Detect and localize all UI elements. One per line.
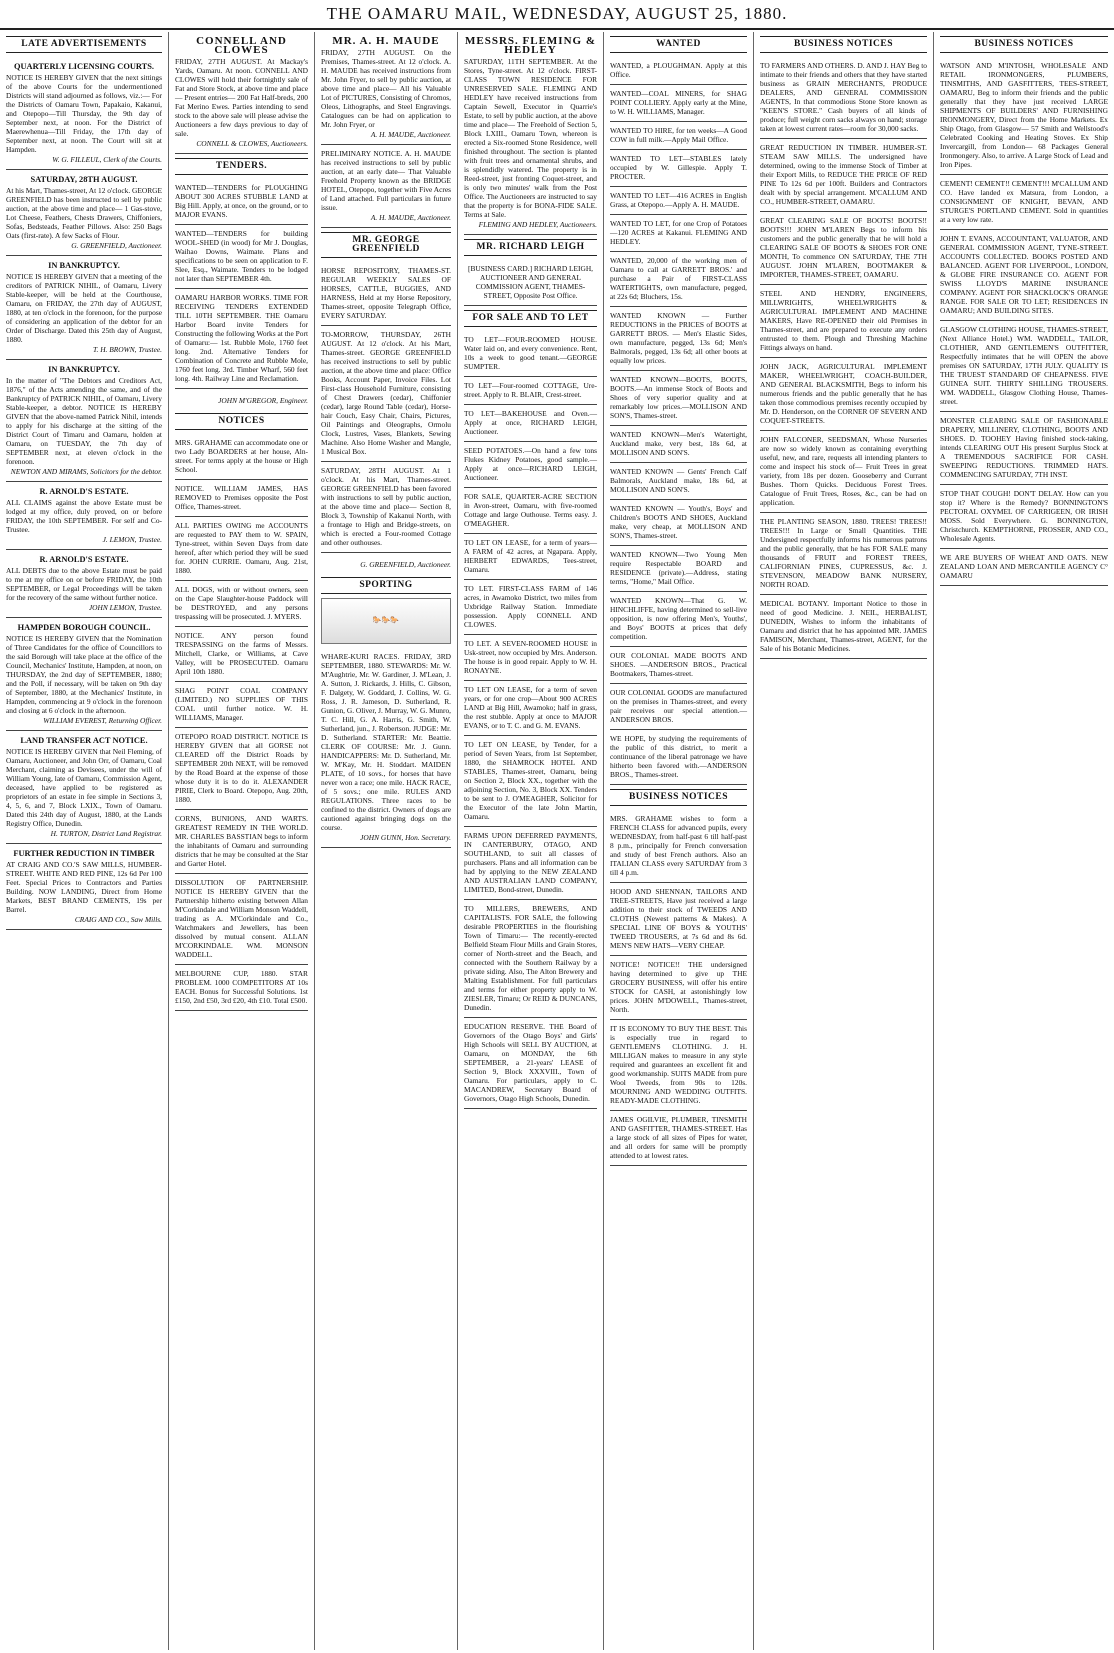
- advertisement: [610, 371, 747, 426]
- business-list: [940, 57, 1108, 586]
- business-card: [464, 260, 597, 306]
- ad-text: NOTICE IS HEREBY GIVEN that the next sittings of the above Courts for the undermentioned Districts will stand adjourned as follows, viz.:— For the Districts of Oamaru Town, Papakaio, Kakanui, and Otepopo—Till Thursday, the 9th day of September next, at noon. For the District of Maerewhenua—Till Friday, the 17th day of September next, at noon. The Court will sit at Hampden.: [6, 73, 162, 154]
- section-heading: FOR SALE AND TO LET: [464, 310, 597, 327]
- advertisement: [610, 252, 747, 307]
- ad-text: GLASGOW CLOTHING HOUSE, THAMES-STREET, (Next Alliance Hotel.) WM. WADDELL, TAILOR, CLOTHIER, AND GENTLEMEN'S OUTFITTER, Respectfully intimates that he will OPEN the above premises ON SATURDAY, 17TH JULY. QUALITY IS THE TRUEST STANDARD OF CHEAPNESS. FIVE GUINEA SUIT. THIRTY SHILLING TROUSERS. WM. WADDELL, Glasgow Clothing House, Thames-street.: [940, 325, 1108, 406]
- ad-title: MESSRS. FLEMING & HEDLEY: [465, 35, 596, 56]
- ad-text: TO LET—BAKEHOUSE and Oven.—Apply at once, RICHARD LEIGH, Auctioneer.: [464, 409, 597, 436]
- section-heading: NOTICES: [175, 413, 308, 430]
- advertisement: [940, 175, 1108, 230]
- ad-text: NOTICE IS HEREBY GIVEN that Neil Fleming, of Oamaru, Auctioneer, and John Orr, of Oamaru, Coal Merchant, claiming as Devisees, under the will of William Young, late of Oamaru, Commission Agent, deceased, have applied to be registered as proprietors of an estate in fee simple in Sections 3, 4, 5, 6, and 7, Block LXIX., Town of Oamaru. Dated this 24th day of August, 1880, at the Lands Registry Office, Dunedin.: [6, 747, 162, 828]
- advertisement: [175, 179, 308, 225]
- ad-signature: J. LEMON, Trustee.: [102, 535, 162, 544]
- advertisement: [321, 326, 451, 462]
- ad-text: TO LET. FIRST-CLASS FARM of 146 acres, in Awamoko District, two miles from Uxbridge Railway Station. Immediate possession. Apply CONNELL AND CLOWES.: [464, 584, 597, 629]
- column-7: [934, 32, 1114, 1650]
- ad-signature: CONNELL & CLOWES, Auctioneers.: [196, 139, 308, 148]
- ad-text: ALL CLAIMS against the above Estate must be lodged at my office, duly proved, on or before FRIDAY, the 10th SEPTEMBER. For self and Co-Trustee.: [6, 498, 162, 534]
- advertisement: [760, 513, 927, 595]
- ad-text: CORNS, BUNIONS, AND WARTS. GREATEST REMEDY IN THE WORLD. MR. CHARLES BASSTIAN begs to inform the inhabitants of Oamaru and surrounding districts that he may be consulted at the Star and Garter Hotel.: [175, 813, 308, 868]
- ad-text: WANTED TO HIRE, for ten weeks—A Good COW in full milk.—Apply Mail Office.: [610, 126, 747, 144]
- ad-text: TO LET—FOUR-ROOMED HOUSE. Water laid on, and every convenience. Rent, 10s a week to good tenant.—GEORGE SUMPTER.: [464, 335, 597, 371]
- ad-text: WE ARE BUYERS OF WHEAT AND OATS. NEW ZEALAND LOAN AND MERCANTILE AGENCY C° OAMARU: [940, 553, 1108, 580]
- advertisement: [464, 580, 597, 635]
- advertisement: [760, 595, 927, 659]
- advertisement: [175, 627, 308, 682]
- advertisement: [6, 550, 162, 618]
- advertisement: [464, 534, 597, 580]
- ad-text: WANTED KNOWN — Youth's, Boys' and Children's BOOTS AND SHOES, Auckland make, very cheap, at MOLLISON AND SON'S, Thames-street.: [610, 504, 747, 540]
- advertisement: [940, 549, 1108, 586]
- ad-text: SHAG POINT COAL COMPANY (LIMITED.) NO SUPPLIES OF THIS COAL until further notice. W. H. WILLIAMS, Manager.: [175, 685, 308, 722]
- advertisement: [610, 883, 747, 956]
- advertisement: [6, 170, 162, 256]
- advertisement: [610, 500, 747, 546]
- ad-signature: JOHN GUNN, Hon. Secretary.: [360, 832, 451, 842]
- ad-text: WATSON AND M'INTOSH, WHOLESALE AND RETAIL IRONMONGERS, PLUMBERS, TINSMITHS, AND GASFITTERS, TEES-STREET, OAMARU, Beg to inform their friends and the public generally that they have just received LARGE SHIPMENTS OF BUILDERS' AND FURNISHING IRONMONGERY, Direct from the Home Markets. Ex Ship Otago, from Glasgow— 57 Smith and Wellstood's Celebrated Cooking and Heating Stoves. Ex Ship Invercargill, from London— 68 Packages General Ironmongery. Also, to arrive. A Large Stock of Lead and Iron Pipes.: [940, 61, 1108, 169]
- ad-signature: CRAIG AND CO., Saw Mills.: [74, 915, 162, 924]
- ad-text: ALL PARTIES OWING me ACCOUNTS are requested to PAY them to W. SPAIN, Tyne-street, within Seven Days from date hereof, after which period they will be sued for. JOHN CURRIE. Oamaru, Aug. 21st, 1880.: [175, 520, 308, 575]
- ad-signature: G. GREENFIELD, Auctioneer.: [71, 241, 162, 250]
- ad-text: HORSE REPOSITORY, THAMES-ST. REGULAR WEEKLY SALES OF HORSES, CATTLE, BUGGIES, AND HARNESS, Held at my Horse Repository, Thames-street, opposite Telegraph Office, EVERY SATURDAY.: [321, 266, 451, 320]
- section-heading: BUSINESS NOTICES: [940, 36, 1108, 53]
- advertisement: [610, 187, 747, 215]
- ad-title: IN BANKRUPTCY.: [48, 261, 120, 270]
- section-heading: TENDERS.: [175, 158, 308, 175]
- column-1: [0, 32, 169, 1650]
- column-6: [754, 32, 934, 1650]
- ad-text: TO LET ON LEASE, for a term of years— A FARM of 42 acres, at Ngapara. Apply, HERBERT EDWARDS, Tees-street, Oamaru.: [464, 538, 597, 574]
- ad-text: TO FARMERS AND OTHERS. D. AND J. HAY Beg to intimate to their friends and others that they have started business as GRAIN MERCHANTS, PRODUCE DEALERS, AND GENERAL COMMISSION AGENTS, In that commodious Stone Store known as "KEEN'S STORE." Cash buyers of all kinds of produce; full weight corn sacks always on hand; storage taken at lowest current rates—room for 30,000 sacks.: [760, 61, 927, 133]
- ad-title: R. ARNOLD'S ESTATE.: [39, 487, 129, 496]
- ad-title: CONNELL AND CLOWES: [196, 35, 287, 56]
- advertisement: [464, 681, 597, 736]
- ad-signature: JOHN LEMON, Trustee.: [88, 603, 162, 612]
- ad-text: WANTED KNOWN — Gents' French Calf Balmorals, Auckland make, 18s 6d, at MOLLISON AND SON'S.: [610, 467, 747, 494]
- ad-text: TO LET ON LEASE, for a term of seven years, or for one crop—About 900 ACRES LAND at Big Hill, Awamoko; half in grass, the rest stubble. Apply at once to MAJOR EVANS, or to T. C. and G. M. EVANS.: [464, 685, 597, 730]
- for-sale-list: [464, 331, 597, 1109]
- ad-text: MEDICAL BOTANY. Important Notice to those in need of good Medicine. J. NEIL, HERBALIST, DUNEDIN, Wishes to inform the inhabitants of Oamaru and district that he has appointed MR. JAMES FAMISON, Merchant, Thames-street, AGENT, for the Sale of his Botanic Medicines.: [760, 599, 927, 653]
- advertisement: [610, 426, 747, 463]
- ad-text: WHARE-KURI RACES. FRIDAY, 3RD SEPTEMBER, 1880. STEWARDS: Mr. W. M'Aughtrie, Mr. W. Gardiner, J. M'Lean, J. A. Sutton, J. Rickards, J. Hills, C. Gibson, F. Dalgety, W. Goddard, J. Collins, W. G. Ross, J. R. Jameson, D. Sutherland, R. Gunion, G. Oliver, J. Murray, W. G. Munro, T. C. Hill, G. A. Harris, G. Smith, W. Sutherland, jun., J. Robertson. JUDGE: Mr. D. Sutherland. STARTER: Mr. Beattie. CLERK OF COURSE: Mr. J. Gunn. HANDICAPPERS: Mr. D. Sutherland, Mr. W. M'Kay, Mr. H. Stoddart. MAIDEN PLATE, of 10 sovs., for horses that have never won a race; one mile. HACK RACE, of 5 sovs.; one mile. RULES AND REGULATIONS. Three races to be confined to the district. Owners of dogs are cautioned against bringing dogs on the course.: [321, 651, 451, 832]
- wanted-list: [610, 57, 747, 785]
- ad-title: MR. A. H. MAUDE: [332, 35, 440, 47]
- ad-text: TO LET—Four-roomed COTTAGE, Ure-street. Apply to R. BLAIR, Crest-street.: [464, 381, 597, 399]
- advertisement: [321, 462, 451, 553]
- ad-text: MRS. GRAHAME wishes to form a FRENCH CLASS for advanced pupils, every WEDNESDAY, from half-past 6 till half-past 8 p.m., principally for French conversation and study of best French authors. Also an ITALIAN CLASS every SATURDAY from 3 till 4 p.m.: [610, 814, 747, 877]
- advertisement: [610, 1020, 747, 1111]
- ad-signature: W. G. FILLEUL, Clerk of the Courts.: [52, 155, 162, 164]
- auction-ad: [464, 32, 597, 235]
- advertisement: [6, 844, 162, 930]
- ad-signature: WILLIAM EVEREST, Returning Officer.: [43, 716, 162, 725]
- ad-text: TO-MORROW, THURSDAY, 26TH AUGUST. At 12 o'clock. At his Mart, Thames-street. GEORGE GREENFIELD has received instructions to sell by public auction, at the above time and place: Office Books, Account Paper, Invoice Files. Lot First-class Household Furniture, consisting of Chest Drawers (cedar), Chiffonier (cedar), large Round Table (cedar), Horse-hair Couch, Easy Chair, Chairs, Pictures, Oil Paintings and Oleographs, Ormolu Clock, Lustres, Vases, Blankets, Sewing Machine. Also Home Washer and Mangle, 1 Musical Box.: [321, 330, 451, 456]
- advertisement: [175, 480, 308, 517]
- ad-text: MRS. GRAHAME can accommodate one or two Lady BOARDERS at her house, Aln-street. For terms apply at the house or High School.: [175, 437, 308, 474]
- ad-text: OUR COLONIAL MADE BOOTS AND SHOES. —ANDERSON BROS., Practical Bootmakers, Thames-street.: [610, 651, 747, 678]
- advertisement: [940, 321, 1108, 412]
- ad-text: WANTED, 20,000 of the working men of Oamaru to call at GARRETT BROS.' and purchase a Pair of FIRST-CLASS WATERTIGHTS, own manufacture, pegged, at 22s 6d; Bluchers, 15s.: [610, 256, 747, 301]
- advertisement: [175, 810, 308, 874]
- advertisement: [940, 57, 1108, 175]
- advertisement: [610, 956, 747, 1020]
- ad-text: OAMARU HARBOR WORKS. TIME FOR RECEIVING TENDERS EXTENDED TILL 10TH SEPTEMBER. THE Oamaru Harbor Board invite Tenders for Constructing the following Works at the Port of Oamaru:— 1st. Rubble Mole, 1760 feet long. 2nd. Alternative Tenders for Combination of Concrete and Rubble Mole, 1760 feet long. 3rd. Timber Wharf, 560 feet long. 4th. Railway Line and Reclamation.: [175, 293, 308, 383]
- advertisement: [175, 289, 308, 389]
- notices-list: [175, 434, 308, 1011]
- auction-ad: [175, 32, 308, 154]
- ad-text: WANTED TO LET—STABLES lately occupied by W. Gillespie. Apply T. PROCTER.: [610, 154, 747, 181]
- business-list: [760, 57, 927, 659]
- ad-title: QUARTERLY LICENSING COURTS.: [13, 62, 155, 71]
- advertisement: [6, 360, 162, 482]
- ad-text: WANTED—TENDERS for building WOOL-SHED (in wood) for Mr J. Douglas, Waihao Downs, Waimate. Plans and specifications to be seen on application to F. Slee, Esq., Waimate. Tenders to be lodged not later than SEPTEMBER 4th.: [175, 229, 308, 283]
- ad-text: MELBOURNE CUP, 1880. STAR PROBLEM. 1000 COMPETITORS AT 10s EACH. Bonus for Successful Solutions. 1st £150, 2nd £50, 3rd £20, 4th £10. Total £500.: [175, 968, 308, 1005]
- column-3: [315, 32, 458, 1650]
- column-5: [604, 32, 754, 1650]
- greenfield-ads: [321, 262, 451, 553]
- ad-signature: G. GREENFIELD, Auctioneer.: [360, 560, 451, 570]
- ad-text: WANTED KNOWN — Further REDUCTIONS in the PRICES of BOOTS at GARRETT BROS. — Men's Elastic Sides, own manufacture, pegged, 13s 6d; Men's Balmorals, pegged, 13s 6d; all other boots at equally low prices.: [610, 311, 747, 365]
- advertisement: [610, 684, 747, 730]
- ad-text: HOOD AND SHENNAN, TAILORS AND TREE-STREETS, Have just received a large addition to their stock of TWEEDS AND CLOTHS (Newest patterns & Makes). A SPECIAL LINE OF BOYS & YOUTHS' TWEED TROUSERS, at 7s 6d and 8s 6d. MEN'S NEW HATS—VERY CHEAP.: [610, 887, 747, 950]
- section-heading: MR. RICHARD LEIGH: [464, 239, 597, 256]
- advertisement: [610, 215, 747, 252]
- advertisement: [6, 256, 162, 360]
- advertisement: [175, 874, 308, 965]
- advertisement: [6, 731, 162, 844]
- ad-text: OUR COLONIAL GOODS are manufactured on the premises in Thames-street, and every pair receives our special attention.—ANDERSON BROS.: [610, 688, 747, 724]
- advertisement: [175, 682, 308, 728]
- ad-text: SATURDAY, 28TH AUGUST. At 1 o'clock. At his Mart, Thames-street. GEORGE GREENFIELD has been favored with instructions to sell by public auction, at the above time and place— Section 8, Block 3, Township of Kakanui North, with a frontage to High and Bridge-streets, on which is erected a Four-roomed Cottage and other outhouses.: [321, 466, 451, 547]
- advertisement: [610, 150, 747, 187]
- ad-text: NOTICE IS HEREBY GIVEN that the Nomination of Three Candidates for the office of Councillors to the said Borough will take place at the office of the Council, Mechanics' Institute, Hampden, at noon, on THURSDAY, the 2nd day of SEPTEMBER, 1880; and the Poll, if necessary, will be taken on 9th day of September, 1880, at the Mechanics' Institute, in Hampden, commencing at 9 o'clock in the forenoon and closing at 6 o'clock in the afternoon.: [6, 634, 162, 715]
- ad-title: HAMPDEN BOROUGH COUNCIL.: [17, 623, 151, 632]
- preliminary-notice: [321, 145, 451, 228]
- advertisement: [175, 581, 308, 627]
- ad-text: CEMENT! CEMENT!! CEMENT!!! M'CALLUM AND CO. Have landed ex Matsura, from London, a CONSIGNMENT OF KNIGHT, BEVAN, AND STURGE'S PORTLAND CEMENT. Sold in quantities at a very low rate.: [940, 179, 1109, 224]
- advertisement: [464, 635, 597, 681]
- advertisement: [610, 810, 747, 883]
- ad-text: FOR SALE, QUARTER-ACRE SECTION in Avon-street, Oamaru, with five-roomed Cottage and large Outhouse. Terms easy. J. O'MEAGHER.: [464, 492, 597, 528]
- ad-signature: NEWTON AND MIRAMS, Solicitors for the debtor.: [10, 467, 162, 476]
- ad-text: ALL DOGS, with or without owners, seen on the Cape Slaughter-house Paddock will be DESTROYED, and any persons trespassing will be prosecuted. J. MYERS.: [175, 584, 308, 621]
- section-heading: LATE ADVERTISEMENTS: [6, 36, 162, 53]
- advertisement: [6, 618, 162, 731]
- advertisement: [760, 212, 927, 285]
- ad-text: DISSOLUTION OF PARTNERSHIP. NOTICE IS HEREBY GIVEN that the Partnership hitherto existing between Allan M'Corkindale and William Monson Waddell, trading as A. M'Corkindale and Co., Watchmakers and Jewellers, has been dissolved by mutual consent. ALLAN M'CORKINDALE. WM. MONSON WADDELL.: [175, 877, 308, 959]
- ads-list: [6, 57, 162, 930]
- ad-text: WANTED KNOWN—BOOTS, BOOTS, BOOTS.—An immense Stock of Boots and Shoes of very superior quality and at remarkably low prices.—MOLLISON AND SON'S, Thames-street.: [610, 375, 747, 420]
- advertisement: [610, 463, 747, 500]
- advertisement: [6, 482, 162, 550]
- ad-text: WANTED KNOWN—Two Young Men require Respectable BOARD and RESIDENCE (private).—Address, stating terms, "Home," Mail Office.: [610, 550, 747, 586]
- ad-text: WANTED TO LET—416 ACRES in English Grass, at Otepopo.—Apply A. H. MAUDE.: [610, 191, 747, 209]
- ad-text: FRIDAY, 27TH AUGUST. On the Premises, Thames-street. At 12 o'clock. A. H. MAUDE has received instructions from Mr. John Fryer, to sell by public auction, at above time and place— All his Valuable Lot of PICTURES, Consisting of Chromos, Oleos, Lithographs, and Steel Engravings. Catalogues can be had on application to Mr. John Fryer, or: [321, 48, 451, 129]
- advertisement: [321, 262, 451, 326]
- advertisement: [464, 488, 597, 534]
- business-list: [610, 810, 747, 1166]
- ad-text: STOP THAT COUGH! DON'T DELAY. How can you stop it? Where is the Remedy? BONNINGTON'S PECTORAL OXYMEL OF CARRIGEEN, OR IRISH MOSS. Sold Everywhere. G. BONNINGTON, Christchurch. KEMPTHORNE, PROSSER, AND CO., Wholesale Agents.: [940, 489, 1108, 543]
- ad-text: WANTED, a PLOUGHMAN. Apply at this Office.: [610, 61, 747, 79]
- ad-text: IT IS ECONOMY TO BUY THE BEST. This is especially true in regard to GENTLEMEN'S CLOTHING. J. H. MILLIGAN makes to measure in any style required and guarantees an excellent fit and good workmanship. SUITS MADE from pure Wool Tweeds, from 90s to 120s. MOURNING AND WEDDING OUTFITS. READY-MADE CLOTHING.: [610, 1024, 747, 1105]
- column-2: [169, 32, 315, 1650]
- ad-signature: T. H. BROWN, Trustee.: [92, 345, 162, 354]
- ad-text: GREAT CLEARING SALE OF BOOTS! BOOTS!! BOOTS!!! JOHN M'LAREN Begs to inform his customers and the public generally that he will hold a CLEARING SALE OF BOOTS & SHOES FOR ONE MONTH, To commence ON SATURDAY, THE 7TH AUGUST. JOHN M'LAREN, BOOTMAKER & IMPORTER, THAMES-STREET, OAMARU.: [760, 216, 927, 279]
- ad-text: FARMS UPON DEFERRED PAYMENTS, IN CANTERBURY, OTAGO, AND SOUTHLAND, to suit all classes of purchasers. Plans and all information can be had by applying to the NEW ZEALAND AND AUSTRALIAN LAND COMPANY, LIMITED, Bond-street, Dunedin.: [464, 831, 597, 894]
- ad-text: JOHN FALCONER, SEEDSMAN, Whose Nurseries are now so widely known as containing everything useful, new, and rare, requests all intending planters to come and inspect his stock of— Fruit Trees in great variety, from 18s per dozen. Gooseberry and Currant Bushes. Thorn Quicks. Deciduous Forest Trees. Catalogue of Fruit Trees, Roses, &c., can be had on application.: [760, 435, 927, 507]
- advertisement: [610, 122, 747, 150]
- ad-text: EDUCATION RESERVE. THE Board of Governors of the Otago Boys' and Girls' High Schools will SELL BY AUCTION, at Oamaru, on MONDAY, the 6th SEPTEMBER, a 21-years' LEASE of Section 9, Block XXXVIII., Town of Oamaru. For particulars, apply to C. MACANDREW, Secretary Board of Governors, Otago High Schools, Dunedin.: [464, 1022, 597, 1103]
- advertisement: [610, 307, 747, 371]
- advertisement: [464, 377, 597, 405]
- ad-text: WANTED—COAL MINERS, for SHAG POINT COLLIERY. Apply early at the Mine, to W. H. WILLIAMS, Manager.: [610, 89, 747, 116]
- column-4: [458, 32, 604, 1650]
- ad-text: TO LET ON LEASE, by Tender, for a period of Seven Years, from 1st September, 1880, the SHAMROCK HOTEL AND STABLES, Thames-street, Oamaru, being on Section 2, Block XX., together with the adjoining Section, No. 3, Block XX. Tenders to be sent to J. O'MEAGHER, Solicitor for the Executor of the late John Martin, Oamaru.: [464, 740, 597, 821]
- advertisement: [610, 85, 747, 122]
- ad-text: FRIDAY, 27TH AUGUST. At Mackay's Yards, Oamaru. At noon. CONNELL AND CLOWES will hold their fortnightly sale of Fat and Store Stock, at above time and place— Present entries— 200 Fat Half-breds, 200 Fat Merino Ewes. Parties intending to send stock to the above sale will please advise the Auctioneers a few days previous to day of sale.: [175, 57, 308, 138]
- advertisement: [610, 730, 747, 785]
- ad-text: GREAT REDUCTION IN TIMBER. HUMBER-ST. STEAM SAW MILLS. The undersigned have determined, owing to the immense Stock of Timber at their Export Mills, to REDUCE THE PRICE OF RED PINE To 12s 6d per 100ft. Builders and Contractors dealt with by special arrangement. M'CALLUM AND CO., HUMBER-STREET, OAMARU.: [760, 143, 927, 206]
- advertisement: [760, 285, 927, 358]
- advertisement: [175, 728, 308, 810]
- advertisement: [464, 442, 597, 488]
- ad-text: In the matter of "The Debtors and Creditors Act, 1876," of the Acts amending the same, and of the Bankruptcy of PATRICK NIHIL, of Oamaru, Livery Stable-keeper, a debtor. NOTICE IS HEREBY GIVEN that the above-named Patrick Nihil, intends to apply for his discharge at the sitting of the District Court of Timaru and Oamaru, holden at Oamaru, on TUESDAY, the 7th day of SEPTEMBER next, at eleven o'clock in the forenoon.: [6, 376, 162, 466]
- advertisement: [464, 736, 597, 827]
- advertisement: [610, 1111, 747, 1166]
- section-heading: BUSINESS NOTICES: [610, 789, 747, 806]
- advertisement: [464, 900, 597, 1018]
- ad-text: ALL DEBTS due to the above Estate must be paid to me at my office on or before FRIDAY, the 10th SEPTEMBER, or Legal Proceedings will be taken for the recovery of the same without further notice.: [6, 566, 162, 602]
- ad-text: NOTICE. ANY person found TRESPASSING on the farms of Messrs. Mitchell, Clarke, or Williams, at Cave Valley, will be PROSECUTED. Oamaru April 10th 1880.: [175, 630, 308, 676]
- tenders-list: [175, 179, 308, 389]
- ad-text: MONSTER CLEARING SALE OF FASHIONABLE DRAPERY, MILLINERY, CLOTHING, BOOTS AND SHOES. D. TOOHEY Having finished stock-taking, intends CLEARING OUT His present Surplus Stock at A TREMENDOUS SACRIFICE FOR CASH. SWEEPING REDUCTIONS. TRIMMED HATS. COMMENCING SATURDAY, 7TH INST.: [940, 416, 1108, 479]
- advertisement: [464, 827, 597, 900]
- ad-title: IN BANKRUPTCY.: [48, 365, 120, 374]
- ad-title: R. ARNOLD'S ESTATE.: [39, 555, 129, 564]
- advertisement: [464, 405, 597, 442]
- section-heading: MR. GEORGE GREENFIELD: [321, 232, 451, 258]
- advertisement: [610, 592, 747, 647]
- ad-text: WANTED TO LET, for one Crop of Potatoes—120 ACRES at Kakanui. FLEMING AND HEDLEY.: [610, 219, 747, 246]
- ad-text: OTEPOPO ROAD DISTRICT. NOTICE IS HEREBY GIVEN that all GORSE not CLEARED off the District Roads by SEPTEMBER 20th NEXT, will be removed by the Road Board at the expense of those whose duty it is to do it. ALEXANDER PIRIE, Clerk to Board. Otepopo, Aug. 20th, 1880.: [175, 731, 308, 804]
- ad-text: JOHN T. EVANS, ACCOUNTANT, VALUATOR, AND GENERAL COMMISSION AGENT, TYNE-STREET. ACCOUNTS COLLECTED. BOOKS POSTED AND BALANCED. AGENT FOR LIVERPOOL, LONDON, & GLOBE FIRE INSURANCE CO. AGENT FOR SWISS LLOYD'S MARINE INSURANCE COMPANY. AGENT FOR SHACKLOCK'S ORANGE RANGE. FOR SALE OR TO LET; RESIDENCES IN OAMARU; AND BUILDING SITES.: [940, 234, 1108, 315]
- ad-text: SATURDAY, 11TH SEPTEMBER. At the Stores, Tyne-street. At 12 o'clock. FIRST-CLASS TOWN RESIDENCE FOR UNRESERVED SALE. FLEMING AND HEDLEY have received instructions from Captain Sewell, Executor in Quarrie's Estate, to sell by public auction, at the above time and place— The Freehold of Section 5, Block LXIII., Oamaru Town, whereon is erected a Six-roomed Stone Residence, well finished throughout. The section is planted with fruit trees and ornamental shrubs, and is splendidly watered. The property is in Reed-street, just fronting Coquet-street, and is only two minutes' walk from the Post Office. The Auctioneers are instructed to say that the property is for BONA-FIDE SALE. Terms at Sale.: [464, 57, 597, 219]
- advertisement: [940, 412, 1108, 485]
- advertisement: [940, 230, 1108, 321]
- racing-horse-engraving: 🐎🐎🐎: [321, 598, 451, 644]
- ad-title: FURTHER REDUCTION IN TIMBER: [13, 849, 155, 858]
- sporting-ad: [321, 648, 451, 848]
- section-heading: SPORTING: [321, 577, 451, 594]
- advertisement: [175, 434, 308, 480]
- newspaper-page: [0, 32, 1114, 1650]
- advertisement: [610, 57, 747, 85]
- ad-text: JAMES OGILVIE, PLUMBER, TINSMITH AND GASFITTER, THAMES-STREET. Has a large stock of all sizes of Pipes for water, and all orders for same will be promptly attended to at lowest rates.: [610, 1115, 747, 1160]
- ad-text: STEEL AND HENDRY, ENGINEERS, MILLWRIGHTS, WHEELWRIGHTS & AGRICULTURAL IMPLEMENT AND MACHINE MAKERS, Have RE-OPENED their old Premises in Thames-street, and are prepared to execute any orders entrusted to them. Plough and Threshing Machine Fittings always on hand.: [760, 289, 927, 352]
- advertisement: [175, 517, 308, 581]
- ad-signature: A. H. MAUDE, Auctioneer.: [370, 213, 451, 222]
- ad-text: JOHN JACK, AGRICULTURAL IMPLEMENT MAKER, WHEELWRIGHT, COACH-BUILDER, AND GENERAL BLACKSMITH, Begs to inform his numerous friends and the public generally that he has taken those commodious premises recently occupied by Mr. D. Henderson, on the CORNER OF SEVERN AND COQUET-STREETS.: [760, 362, 927, 425]
- advertisement: [610, 647, 747, 684]
- advertisement: [464, 331, 597, 377]
- ad-text: THE PLANTING SEASON, 1880. TREES! TREES!! TREES!!! In Large or Small Quantities. THE Undersigned respectfully informs his numerous patrons and the public generally, that he has FOR SALE many thousands of FRUIT and FOREST TREES, CALIFORNIAN PINES, CUPRESSUS, &c. J. STEVENSON, MEADOW BANK NURSERY, NORTH ROAD.: [760, 517, 927, 589]
- ad-signature: FLEMING AND HEDLEY, Auctioneers.: [478, 220, 597, 229]
- advertisement: [610, 546, 747, 592]
- ad-text: TO LET. A SEVEN-ROOMED HOUSE in Usk-street, now occupied by Mrs. Anderson. The house is in good repair. Apply to W. H. RONAYNE.: [464, 639, 597, 675]
- ad-text: NOTICE! NOTICE!! THE undersigned having determined to give up THE GROCERY BUSINESS, will offer his entire STOCK for CASH, at astonishingly low prices. JOHN M'DOWELL, Thames-street, North.: [610, 960, 747, 1014]
- ad-text: At his Mart, Thames-street, At 12 o'clock. GEORGE GREENFIELD has been instructed to sell by public auction, at the above time and place— 1 Gas-stove, Lot Cheese, Feathers, Chests Drawers, Chiffoniers, Sofas, Bedsteads, Feather Pillows. Also: 250 Bags Oats (first-rate). A few Sacks of Flour.: [6, 186, 162, 240]
- auction-ad: [321, 32, 451, 145]
- ad-title: LAND TRANSFER ACT NOTICE.: [20, 736, 148, 745]
- section-heading: BUSINESS NOTICES: [760, 36, 927, 53]
- advertisement: [175, 225, 308, 289]
- advertisement: [6, 57, 162, 170]
- ad-text: AT CRAIG AND CO.'S SAW MILLS, HUMBER-STREET. WHITE AND RED PINE, 12s 6d Per 100 Feet. Special Prices to Contractors and Parties Building. NOW LANDING, Direct from Home Markets, BEST BRAND CEMENTS, 19s per Barrel.: [6, 860, 162, 914]
- ad-text: SEED POTATOES.—On hand a few tons Flukes Kidney Potatoes, good sample.—Apply at once—RICHARD LEIGH, Auctioneer.: [464, 446, 597, 482]
- ad-text: WANTED KNOWN—That G. W. HINCHLIFFE, having determined to sell-live opposition, is now offering Men's, Youths', and Boys' BOOTS at prices that defy competition.: [610, 596, 747, 641]
- ad-text: WANTED KNOWN—Men's Watertight, Auckland make, very best, 18s 6d, at MOLLISON AND SON'S.: [610, 430, 747, 457]
- ad-signature: JOHN M'GREGOR, Engineer.: [218, 396, 308, 406]
- ad-text: NOTICE IS HEREBY GIVEN that a meeting of the creditors of PATRICK NIHIL, of Oamaru, Livery Stable-keeper, will be held at the Courthouse, Oamaru, on FRIDAY, the 27th day of AUGUST, 1880, at ten o'clock in the forenoon, for the purpose of considering an application of the debtor for an Order of Discharge. Dated this 25th day of August, 1880.: [6, 272, 162, 344]
- ad-text: NOTICE. WILLIAM JAMES, HAS REMOVED to Premises opposite the Post Office, Thames-street.: [175, 483, 308, 511]
- advertisement: [760, 57, 927, 139]
- ad-text: PRELIMINARY NOTICE. A. H. MAUDE has received instructions to sell by public auction, at an early date— That Valuable Freehold Property known as the BRIDGE HOTEL, Otepopo, together with Five Acres of Land attached. Full particulars in future issue.: [321, 149, 451, 212]
- ad-text: WE HOPE, by studying the requirements of the public of this district, to merit a continuance of the liberal patronage we have hitherto been favored with.—ANDERSON BROS., Thames-street.: [610, 734, 747, 779]
- ad-text: WANTED—TENDERS for PLOUGHING ABOUT 300 ACRES STUBBLE LAND at Big Hill. Apply, at once, on the ground, or to MAJOR EVANS.: [175, 183, 308, 219]
- ad-title: SATURDAY, 28TH AUGUST.: [30, 175, 138, 184]
- ad-text: TO MILLERS, BREWERS, AND CAPITALISTS. FOR SALE, the following desirable PROPERTIES in the flourishing Town of Timaru:— The recently-erected Belfield Steam Flour Mills and Grain Stores, corner of North-street and the Beach, and connected with the Southern Railway by a private siding. Also, The Alton Brewery and Malting Establishment. For full particulars and terms for either property apply to W. ZIESLER, Timaru; Or REID & DUNCANS, Dunedin.: [464, 904, 597, 1012]
- ad-signature: A. H. MAUDE, Auctioneer.: [370, 130, 451, 139]
- ad-text: [BUSINESS CARD.] RICHARD LEIGH, AUCTIONEER AND GENERAL COMMISSION AGENT, THAMES-STREET, Opposite Post Office.: [467, 264, 594, 300]
- advertisement: [940, 485, 1108, 549]
- ad-signature: H. TURTON, District Land Registrar.: [50, 829, 162, 838]
- advertisement: [464, 1018, 597, 1109]
- advertisement: [760, 431, 927, 513]
- newspaper-masthead: THE OAMARU MAIL, WEDNESDAY, AUGUST 25, 1880.: [0, 0, 1114, 30]
- advertisement: [760, 358, 927, 431]
- section-heading: WANTED: [610, 36, 747, 53]
- advertisement: [760, 139, 927, 212]
- advertisement: [175, 965, 308, 1011]
